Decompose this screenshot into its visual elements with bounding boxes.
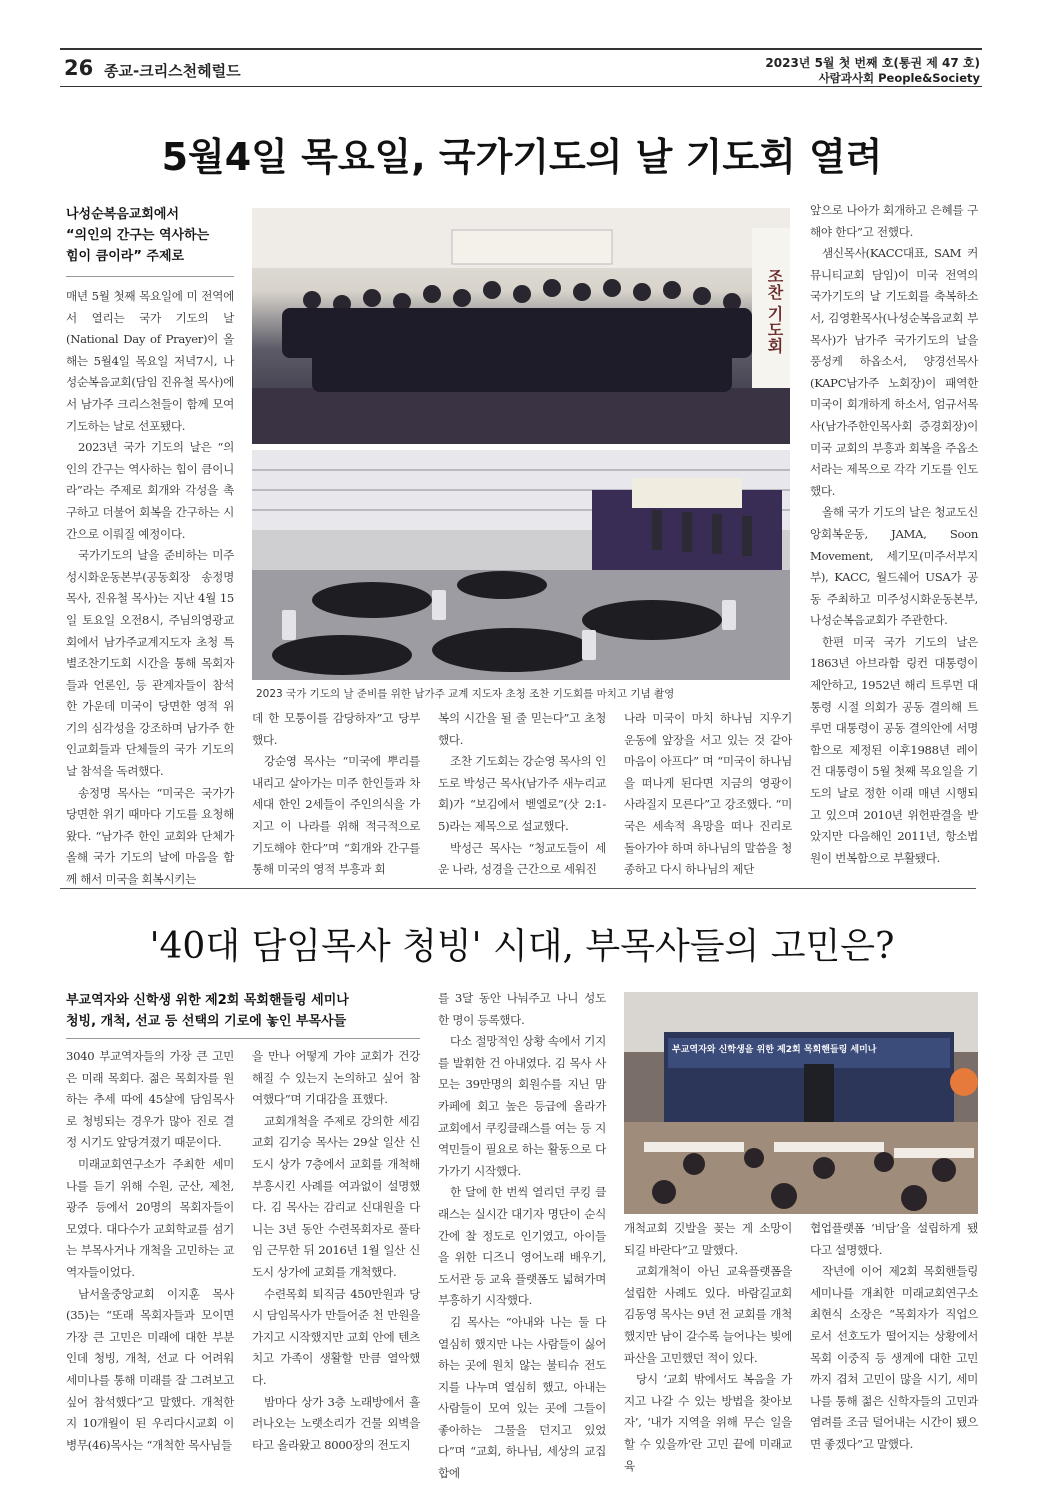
subhead-rule (66, 276, 234, 277)
paragraph: 한편 미국 국가 기도의 날은 1863년 아브라함 링컨 대통령이 제안하고, 1952년 해리 트루먼 대통령 시절 의회가 공동 결의해 트루먼 대통령이 공동 결의안에 서명함으로 제정된 이후1988년 레이건 대통령이 5월 첫째 목요일을 기도의 날로 정한 이래 매년 시행되고 있으며 2010년 위헌판결을 받았지만 다음해인 2011년, 항소법원이 번복함으로 부활됐다. (810, 634, 978, 865)
issue-info: 2023년 5월 첫 번째 호(통권 제 47 호) (765, 56, 980, 70)
paragraph: 3040 부교역자들의 가장 큰 고민은 미래 목회다. 젊은 목회자를 원하는 추세 따에 45살에 담임목사로 청빙되는 경우가 많아 진로 결정 시기도 앞당겨졌기 때문이다. (66, 1049, 234, 1150)
paragraph: 작년에 이어 제2회 목회핸들링 세미나를 개최한 미래교회연구소 최현식 소장은 “목회자가 직업으로서 선호도가 떨어지는 상황에서 목회 이중직 등 생계에 대한 고민까지 겹쳐 고민이 많을 시기, 세미나를 통해 젊은 신학자들의 고민과 염려를 조금 덜어내는 시간이 됐으면 좋겠다”고 말했다. (810, 1264, 978, 1451)
photo-caption: 2023 국가 기도의 날 준비를 위한 남가주 교계 지도자 초청 조찬 기도회를 마치고 기념 촬영 (256, 688, 675, 700)
paper-name: 사람과사회 People&Society (818, 71, 980, 85)
subhead-line: 힘이 큼이라” 주제로 (66, 249, 185, 264)
paragraph: 개척교회 깃발을 꽂는 게 소망이 되길 바란다”고 말했다. (624, 1221, 792, 1257)
article2-headline: '40대 담임목사 청빙' 시대, 부목사들의 고민은? (149, 926, 895, 967)
header-top-rule (60, 48, 982, 50)
subhead-line: “의인의 간구는 역사하는 (66, 228, 210, 243)
article2-subhead (66, 990, 426, 1032)
group-photo (252, 208, 790, 444)
article1-subhead (66, 204, 236, 267)
paragraph: 를 3달 동안 나눠주고 나니 성도 한 명이 등록했다. (438, 991, 606, 1027)
paragraph: 샘신목사(KACC대표, SAM 커뮤니티교회 담임)이 미국 전역의 국가기도의 날 기도회를 축복하소서, 김영환목사(나성순복음교회 부목사)가 남가주 국가기도의 날을 풍성케 하옵소서, 양경선목사(KAPC남가주 노회장)이 패역한 미국이 회개하게 하소서, 엄규서목사(남가주한인목사회 증경회장)이 미국 교회의 부흥과 회복을 주옵소서라는 제목으로 각각 기도를 인도했다. (810, 246, 978, 498)
article1-column-5 (810, 200, 978, 880)
article1-column-4 (624, 708, 792, 880)
paragraph: 교회개척이 아닌 교육플랫폼을 설립한 사례도 있다. 바람길교회 김동영 목사는 9년 전 교회를 개척했지만 남이 갈수록 늘어나는 빚에 파산을 고민했던 적이 있다. (624, 1264, 792, 1365)
paragraph: 데 한 모퉁이를 감당하자”고 당부했다. (252, 711, 420, 747)
article1-column-2 (252, 708, 420, 880)
banner-text: 조찬 기도회 (765, 268, 784, 354)
paragraph: 당시 ‘교회 밖에서도 복음을 가지고 나갈 수 있는 방법을 찾아보자’, ‘내가 지역을 위해 무슨 일을 할 수 있을까’란 고민 끝에 미래교육 (624, 1372, 792, 1473)
subhead-line: 나성순복음교회에서 (66, 207, 180, 222)
article1-headline: 5월4일 목요일, 국가기도의 날 기도회 열려 (161, 135, 883, 179)
seminar-banner-text: 부교역자와 신학생을 위한 제2회 목회핸들링 세미나 (672, 1045, 877, 1055)
paragraph: 복의 시간을 될 줄 믿는다”고 초청했다. (438, 711, 606, 747)
paragraph: 다소 절망적인 상황 속에서 기지를 발휘한 건 아내였다. 김 목사 사모는 39만명의 회원수를 지닌 맘카페에 회고 높은 등급에 올라가 교회에서 쿠킹클래스를 여는 등 지역민들이 필요로 하는 활동으로 다가가기 시작했다. (438, 1034, 606, 1178)
paragraph: 수련목회 퇴직금 450만원과 당시 담임목사가 만들어준 천 만원을 가지고 시작했지만 교회 안에 텐츠 치고 가족이 생활할 만큼 열악했다. (252, 1286, 420, 1387)
paragraph: 국가기도의 날을 준비하는 미주성시화운동본부(공동회장 송정명 목사, 진유철 목사)는 지난 4월 15일 토요일 오전8시, 주님의영광교회에서 남가주교계지도자 초청 특별조찬기도회 시간을 통해 목회자들과 언론인, 등 관계자들이 참석한 가운데 미국이 당면한 영적 위기의 심각성을 강조하며 남가주 한인교회들과 단체들의 국가 기도의 날 참석을 독려했다. (66, 548, 234, 779)
article1-column-3 (438, 708, 606, 880)
event-room-photo (252, 450, 790, 680)
paragraph: 매년 5월 첫째 목요일에 미 전역에서 열리는 국가 기도의 날(National Day of Prayer)이 올해는 5월4일 목요일 저녁7시, 나성순복음교회(담임 진유철 목사)에서 남가주 크리스천들이 함께 모여 기도하는 날로 선포됐다. (66, 289, 234, 433)
article2-column-3 (438, 988, 606, 1481)
paragraph: 을 만나 어떻게 가야 교회가 건강해질 수 있는지 논의하고 싶어 참여했다”며 기대감을 표했다. (252, 1049, 420, 1107)
paragraph: 협업플랫폼 ‘비담’을 설립하게 됐다고 설명했다. (810, 1221, 978, 1257)
paragraph: 조찬 기도회는 강순영 목사의 인도로 박성근 목사(남가주 새누리교회)가 “보김에서 벧엘로”(삿 2:1-5)라는 제목으로 설교했다. (438, 754, 606, 833)
subhead-rule (66, 1038, 420, 1039)
paragraph: 밤마다 상가 3층 노래방에서 흘러나오는 노랫소리가 건물 외벽을 타고 올라왔고 8000장의 전도지 (252, 1394, 420, 1452)
page-number: 26 (64, 56, 94, 80)
paragraph: 나라 미국이 마치 하나님 지우기 운동에 앞장을 서고 있는 것 같아 마음이 아프다” 며 “미국이 하나님을 떠나게 된다면 지금의 영광이 사라질지 모른다”고 강조했다. “미국은 세속적 욕망을 떠나 진리로 돌아가야 하며 하나님의 말씀을 청종하고 다시 하나님의 제단 (624, 711, 792, 877)
article2-column-2 (252, 1046, 420, 1456)
paragraph: 박성근 목사는 “청교도들이 세운 나라, 성경을 근간으로 세워진 (438, 840, 606, 877)
paragraph: 김 목사는 “아내와 나는 둘 다 열심히 했지만 나는 사람들이 싫어하는 곳에 원치 않는 불티슈 전도지를 나누며 열심히 했고, 아내는 사람들이 모여 있는 곳에 그들이 좋아하는 그물을 던지고 있었다”며 “교회, 하나님, 세상의 교집합에 (438, 1314, 606, 1481)
article2-column-4 (624, 1218, 792, 1473)
header-bottom-rule (60, 86, 982, 87)
article2-column-5 (810, 1218, 978, 1456)
paragraph: 올해 국가 기도의 날은 청교도신앙회복운동, JAMA, Soon Movement, 세기모(미주서부지부), KACC, 월드쉐어 USA가 공동 주최하고 미주성시화운동본부, 나성순복음교회가 주관한다. (810, 505, 978, 628)
section-name: 종교-크리스천헤럴드 (104, 62, 241, 80)
seminar-photo (624, 992, 978, 1214)
paragraph: 앞으로 나아가 회개하고 은혜를 구해야 한다”고 전했다. (810, 203, 978, 239)
article2-column-1 (66, 1046, 234, 1456)
article-divider (60, 888, 976, 889)
paragraph: 강순영 목사는 “미국에 뿌리를 내리고 살아가는 미주 한인들과 차세대 한인 2세들이 주인의식을 가지고 이 나라를 위해 적극적으로 기도해야 한다”며 “회개와 간구를 통해 미국의 영적 부흥과 회 (252, 754, 420, 877)
paragraph: 한 달에 한 번씩 열리던 쿠킹 클래스는 실시간 대기자 명단이 순식간에 찰 정도로 인기였고, 아이들을 위한 디즈니 영어노래 배우기, 도서관 등 교육 플랫폼도 넓혀가며 부흥하기 시작했다. (438, 1185, 606, 1308)
subhead-line: 부교역자와 신학생 위한 제2회 목회핸들링 세미나 (66, 993, 349, 1008)
subhead-line: 청빙, 개척, 선교 등 선택의 기로에 놓인 부목사들 (66, 1014, 347, 1029)
paragraph: 미래교회연구소가 주최한 세미나를 듣기 위해 수원, 군산, 제천, 광주 등에서 20명의 목회자들이 모였다. 대다수가 교회학교를 섬기는 부목사거나 개척을 고민하는 교역자들이었다. (66, 1156, 234, 1279)
paragraph: 교회개척을 주제로 강의한 세김교회 김기승 목사는 29살 일산 신도시 상가 7층에서 교회를 개척해 부흥시킨 사례를 여과없이 설명했다. 김 목사는 감리교 신대원을 다니는 3년 동안 수련목회자로 풀타임 근무한 뒤 2016년 1월 일산 신도시 상가에 교회를 개척했다. (252, 1113, 420, 1279)
article1-column-1 (66, 286, 234, 887)
paragraph: 송정명 목사는 “미국은 국가가 당면한 위기 때마다 기도를 요청해 왔다. “남가주 한인 교회와 단체가 올해 국가 기도의 날에 마음을 함께 해서 미국을 회복시키는 (66, 785, 234, 887)
paragraph: 2023년 국가 기도의 날은 “의인의 간구는 역사하는 힘이 큼이니라”라는 주제로 회개와 각성을 촉구하고 더불어 회복을 간구하는 시간으로 이뤄질 예정이다. (66, 440, 234, 541)
paragraph: 남서울중앙교회 이지훈 목사(35)는 “또래 목회자들과 모이면 가장 큰 고민은 미래에 대한 부분인데 청빙, 개척, 선교 다 어려워 세미나를 통해 미래를 잘 그려보고 싶어 참석했다”고 말했다. 개척한 지 10개월이 된 우리다시교회 이병무(46)목사는 “개척한 목사님들 (66, 1286, 234, 1452)
